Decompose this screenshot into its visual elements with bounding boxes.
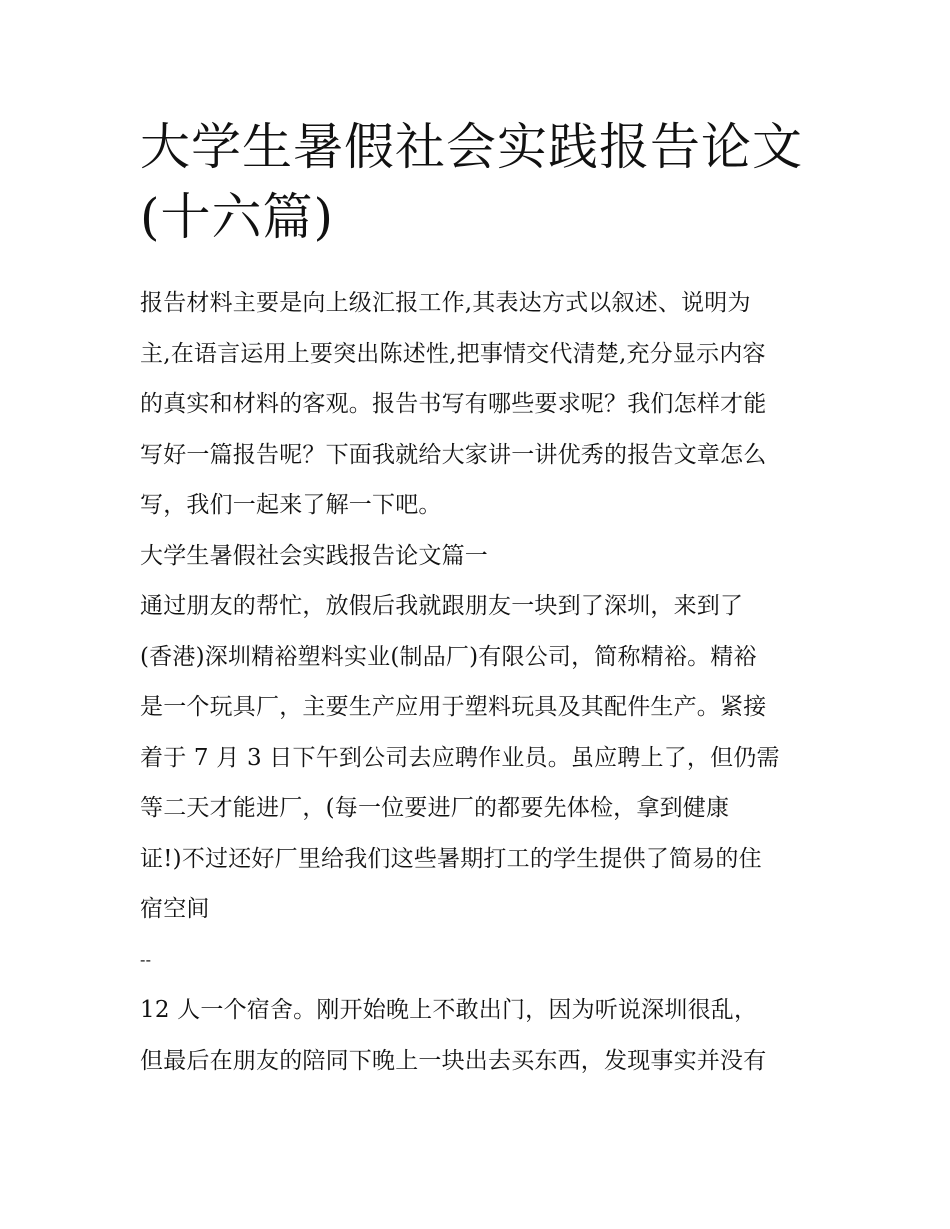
paragraph-line: 主,在语言运用上要突出陈述性,把事情交代清楚,充分显示内容 xyxy=(140,340,766,367)
paragraph-line: 写，我们一起来了解一下吧。 xyxy=(140,492,442,518)
paragraph-line: (香港)深圳精裕塑料实业(制品厂)有限公司，简称精裕。精裕 xyxy=(140,643,757,670)
paragraph-line: 着于 7 月 3 日下午到公司去应聘作业员。虽应聘上了，但仍需 xyxy=(140,744,780,771)
paragraph-line: 但最后在朋友的陪同下晚上一块出去买东西，发现事实并没有 xyxy=(140,1047,767,1074)
document-content xyxy=(140,112,820,1086)
paragraph-line: 宿空间 xyxy=(140,896,210,922)
document-body xyxy=(140,278,820,1086)
title-line: (十六篇) xyxy=(140,188,335,246)
paragraph-line: 的真实和材料的客观。报告书写有哪些要求呢？我们怎样才能 xyxy=(140,391,767,417)
section-heading: 大学生暑假社会实践报告论文篇一 xyxy=(140,542,488,569)
paragraph-line: 是一个玩具厂，主要生产应用于塑料玩具及其配件生产。紧接 xyxy=(140,694,767,720)
paragraph-line: 证!)不过还好厂里给我们这些暑期打工的学生提供了简易的住 xyxy=(140,845,762,872)
paragraph-line: 写好一篇报告呢？下面我就给大家讲一讲优秀的报告文章怎么 xyxy=(140,441,767,468)
paragraph-line: 12 人一个宿舍。刚开始晚上不敢出门，因为听说深圳很乱， xyxy=(140,997,758,1023)
page-separator: -- xyxy=(140,949,152,969)
document-title xyxy=(140,112,820,252)
paragraph-line: 通过朋友的帮忙，放假后我就跟朋友一块到了深圳，来到了 xyxy=(140,593,744,619)
paragraph-line: 等二天才能进厂，(每一位要进厂的都要先体检，拿到健康 xyxy=(140,795,730,821)
title-line: 大学生暑假社会实践报告论文 xyxy=(140,118,803,176)
paragraph-line: 报告材料主要是向上级汇报工作,其表达方式以叙述、说明为 xyxy=(140,290,751,316)
